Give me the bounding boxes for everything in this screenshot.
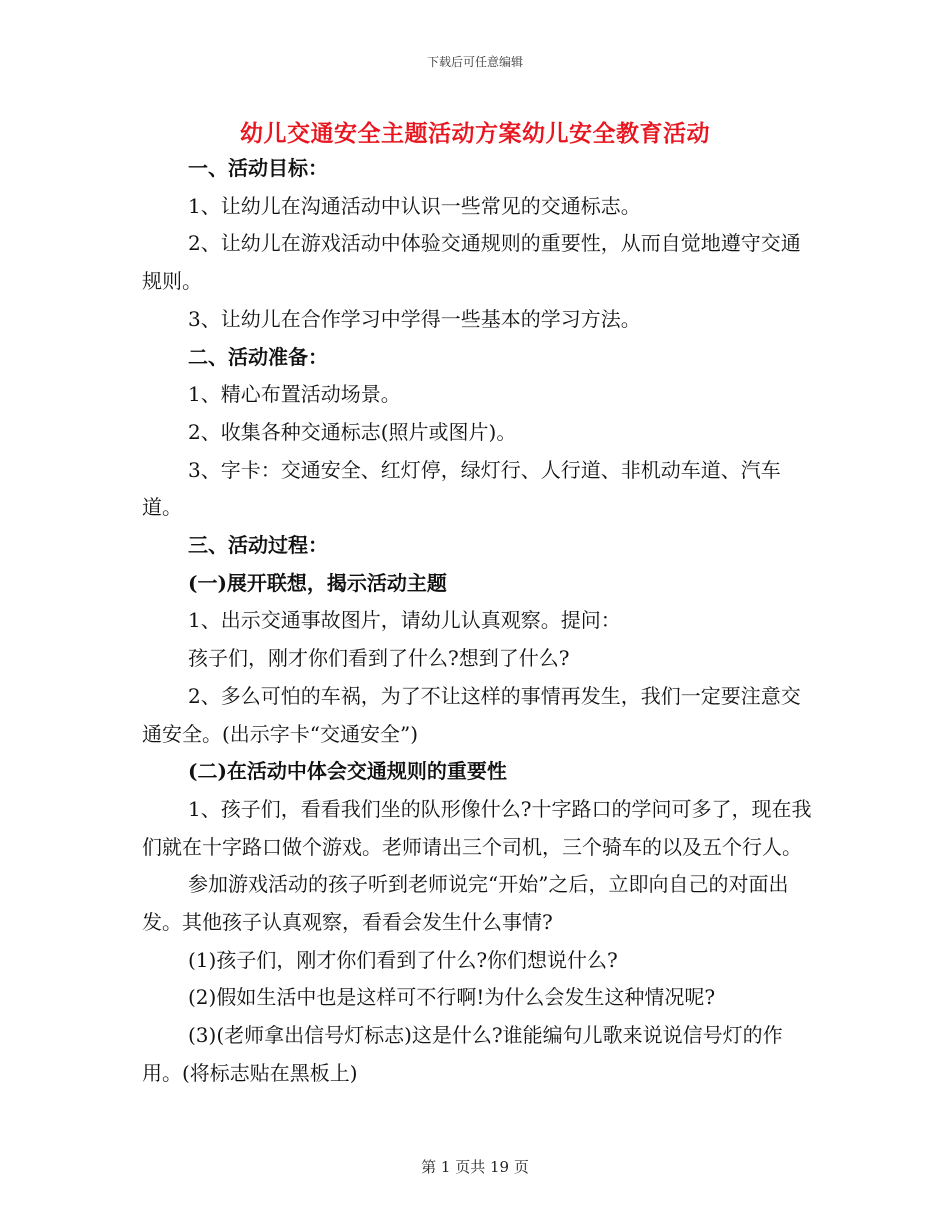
paragraph: 2、收集各种交通标志(照片或图片)。 — [188, 419, 517, 444]
paragraph: 1、出示交通事故图片，请幼儿认真观察。提问： — [188, 608, 621, 633]
document-title: 幼儿交通安全主题活动方案幼儿安全教育活动 — [240, 120, 710, 147]
page-number: 第 1 页共 19 页 — [421, 1158, 529, 1176]
paragraph: (3)(老师拿出信号灯标志)这是什么?谁能编句儿歌来说说信号灯的作用。(将标志贴在黑板上) — [142, 1023, 783, 1085]
document-body — [142, 150, 814, 1093]
paragraph: (2)假如生活中也是这样可不行啊!为什么会发生这种情况呢? — [188, 985, 716, 1010]
paragraph: (1)孩子们，刚才你们看到了什么?你们想说什么? — [188, 947, 618, 972]
paragraph: 1、让幼儿在沟通活动中认识一些常见的交通标志。 — [188, 193, 641, 218]
section-heading-process: 三、活动过程： — [188, 533, 328, 558]
paragraph: 1、精心布置活动场景。 — [188, 382, 401, 407]
paragraph: 1、孩子们，看看我们坐的队形像什么?十字路口的学问可多了，现在我们就在十字路口做个游戏。老师请出三个司机，三个骑车的以及五个行人。 — [142, 796, 812, 859]
section-heading-goals: 一、活动目标： — [188, 156, 328, 180]
subsection-heading-2: (二)在活动中体会交通规则的重要性 — [188, 759, 507, 784]
paragraph: 3、让幼儿在合作学习中学得一些基本的学习方法。 — [188, 306, 641, 331]
header-note: 下载后可任意编辑 — [426, 55, 523, 69]
paragraph: 2、多么可怕的车祸，为了不让这样的事情再发生，我们一定要注意交通安全。(出示字卡“交通安全”) — [142, 683, 801, 746]
section-heading-preparation: 二、活动准备： — [188, 344, 328, 369]
paragraph: 孩子们，刚才你们看到了什么?想到了什么? — [188, 646, 570, 671]
subsection-heading-1: (一)展开联想，揭示活动主题 — [188, 570, 447, 595]
paragraph: 2、让幼儿在游戏活动中体验交通规则的重要性，从而自觉地遵守交通规则。 — [142, 231, 801, 294]
paragraph: 3、字卡：交通安全、红灯停，绿灯行、人行道、非机动车道、汽车道。 — [142, 457, 781, 520]
paragraph: 参加游戏活动的孩子听到老师说完“开始”之后，立即向自己的对面出发。其他孩子认真观察，看看会发生什么事情? — [142, 872, 789, 935]
